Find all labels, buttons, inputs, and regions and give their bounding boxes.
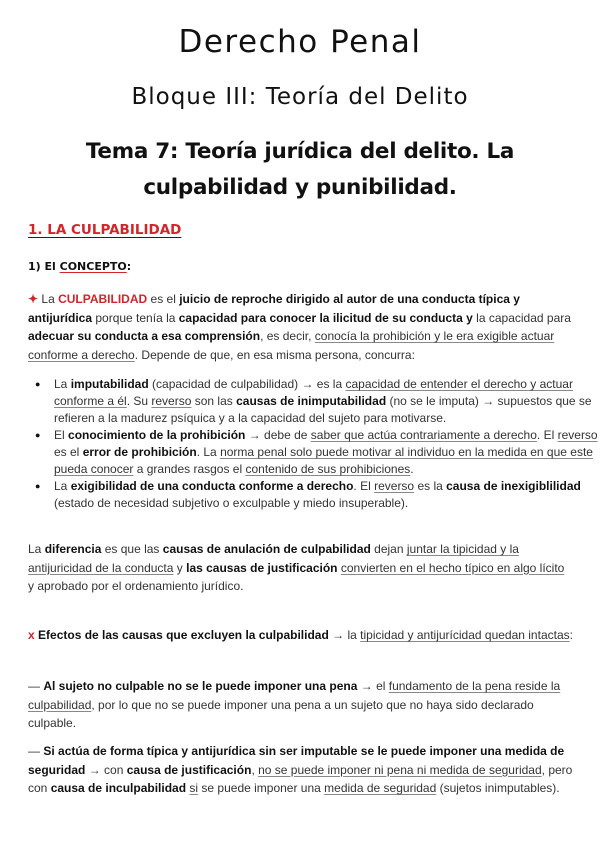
underlined-text: reverso	[151, 394, 192, 408]
text: :	[569, 628, 573, 642]
underlined-text: no se puede imponer ni pena ni medida de seguridad	[258, 762, 542, 777]
sparkle-icon: ✦	[28, 292, 39, 306]
underlined-text: reverso	[374, 479, 415, 493]
dash: —	[28, 744, 44, 758]
text: → el	[357, 679, 389, 693]
list-item-imputabilidad	[54, 376, 599, 427]
text: . La	[196, 445, 221, 459]
text: y	[173, 560, 187, 575]
text: la capacidad para	[472, 310, 571, 325]
subsection-prefix: 1) El	[28, 260, 60, 273]
section-heading: 1. LA CULPABILIDAD	[28, 222, 182, 238]
paragraph-definition	[28, 290, 573, 364]
underlined-text: saber que actúa contrariamente a derecho	[310, 428, 537, 442]
bold-text: causas de anulación de culpabilidad	[162, 542, 371, 556]
text: es el	[54, 445, 83, 459]
text: (no se le imputa) → supuestos que se refieren a la madurez psíquica y a la capacidad del sujeto para motivarse.	[54, 394, 592, 425]
bold-text: Si actúa de forma típica y antijurídica sin ser imputable se le puede imponer una medida de seguridad	[28, 744, 565, 777]
dash: —	[28, 679, 44, 693]
text: son las	[191, 394, 237, 408]
text: El	[54, 428, 69, 442]
text: , por lo que no se puede imponer una pena a un sujeto que no haya sido declarado culpable.	[28, 697, 534, 730]
text: . El	[536, 428, 558, 442]
underlined-text: juntar la tipicidad y la antijuricidad de la conducta	[28, 542, 519, 575]
document-title: Derecho Penal	[178, 24, 422, 60]
underlined-text: norma penal solo puede motivar al individuo en la medida en que este pueda conocer	[54, 445, 593, 476]
underlined-text: reverso	[557, 428, 598, 442]
text: La	[54, 377, 71, 391]
text: La	[28, 542, 45, 556]
list-item-conocimiento	[54, 427, 599, 478]
bold-text: causa de inculpabilidad	[50, 781, 187, 795]
text: ,	[251, 762, 259, 777]
bold-text: juicio de reproche dirigido al autor de una conducta típica y antijurídica	[28, 292, 520, 325]
bold-text: conocimiento de la prohibición	[68, 428, 246, 442]
bold-text: diferencia	[44, 542, 102, 556]
bold-text: causas de inimputabilidad	[236, 394, 387, 408]
text: → con	[85, 762, 127, 777]
text: (capacidad de culpabilidad) → es la	[148, 377, 346, 391]
underlined-text: conocía la prohibición y le era exigible actuar conforme a derecho	[28, 329, 555, 362]
text: es el	[147, 292, 180, 306]
text: , pero con	[28, 762, 573, 795]
text: (sujetos inimputables).	[436, 781, 560, 795]
underlined-text: medida de seguridad	[324, 781, 437, 795]
bold-text: causa de inexigiblilidad	[446, 479, 581, 493]
underlined-text: fundamento de la pena reside la culpabilidad	[28, 679, 561, 712]
text: La	[38, 292, 59, 306]
text: es la	[414, 479, 447, 493]
text: (estado de necesidad subjetivo o exculpable y miedo insuperable).	[54, 496, 409, 510]
text: . Su	[126, 394, 152, 408]
subsection-suffix: :	[126, 260, 132, 273]
text: . El	[353, 479, 375, 493]
topic-title: Tema 7: Teoría jurídica del delito. La culpabilidad y punibilidad.	[85, 139, 515, 200]
paragraph-difference	[28, 540, 573, 596]
subsection-heading	[28, 260, 131, 273]
bold-text: causa de justificación	[126, 762, 252, 777]
underlined-text: si	[189, 781, 199, 795]
bold-text: adecuar su conducta a esa comprensión	[28, 329, 261, 343]
cross-mark-icon: x	[28, 628, 35, 642]
block-title: Bloque III: Teoría del Delito	[131, 84, 469, 110]
bold-text: las causas de justificación	[186, 560, 338, 575]
bold-text: Al sujeto no culpable no se le puede imponer una pena	[43, 679, 358, 693]
requirements-list	[28, 376, 599, 512]
bold-text: exigibilidad de una conducta conforme a derecho	[70, 479, 354, 493]
term-culpabilidad: CULPABILIDAD	[58, 292, 148, 306]
underlined-text: tipicidad y antijurícidad quedan intactas	[360, 628, 570, 642]
underlined-text: contenido de sus prohibiciones	[245, 462, 411, 476]
list-item-exigibilidad	[54, 478, 599, 512]
bold-text: imputabilidad	[70, 377, 149, 391]
subsection-term: CONCEPTO	[59, 260, 127, 273]
text: es que las	[101, 542, 163, 556]
text: porque tenía la	[92, 310, 179, 325]
text: a grandes rasgos el	[133, 462, 246, 476]
underlined-text: capacidad de entender el derecho y actuar conforme a él	[54, 377, 573, 408]
text: → la	[328, 628, 361, 642]
text: La	[54, 479, 71, 493]
paragraph-effects	[28, 626, 573, 645]
bold-text: error de prohibición	[82, 445, 197, 459]
text: dejan	[370, 542, 407, 556]
text: , es decir,	[260, 329, 315, 343]
underlined-text: convierten en el hecho típico en algo lícito	[340, 560, 565, 575]
text: . Depende de que, en esa misma persona, concurra:	[134, 347, 415, 362]
paragraph-medida-seguridad	[28, 742, 573, 798]
bold-text: capacidad para conocer la ilicitud de su conducta y	[178, 310, 473, 325]
paragraph-no-pena	[28, 677, 573, 733]
text: → debe de	[245, 428, 311, 442]
text: y aprobado por el ordenamiento jurídico.	[28, 579, 244, 593]
text: .	[410, 462, 414, 476]
text: se puede imponer una	[198, 781, 325, 795]
bold-text: Efectos de las causas que excluyen la culpabilidad	[34, 628, 329, 642]
